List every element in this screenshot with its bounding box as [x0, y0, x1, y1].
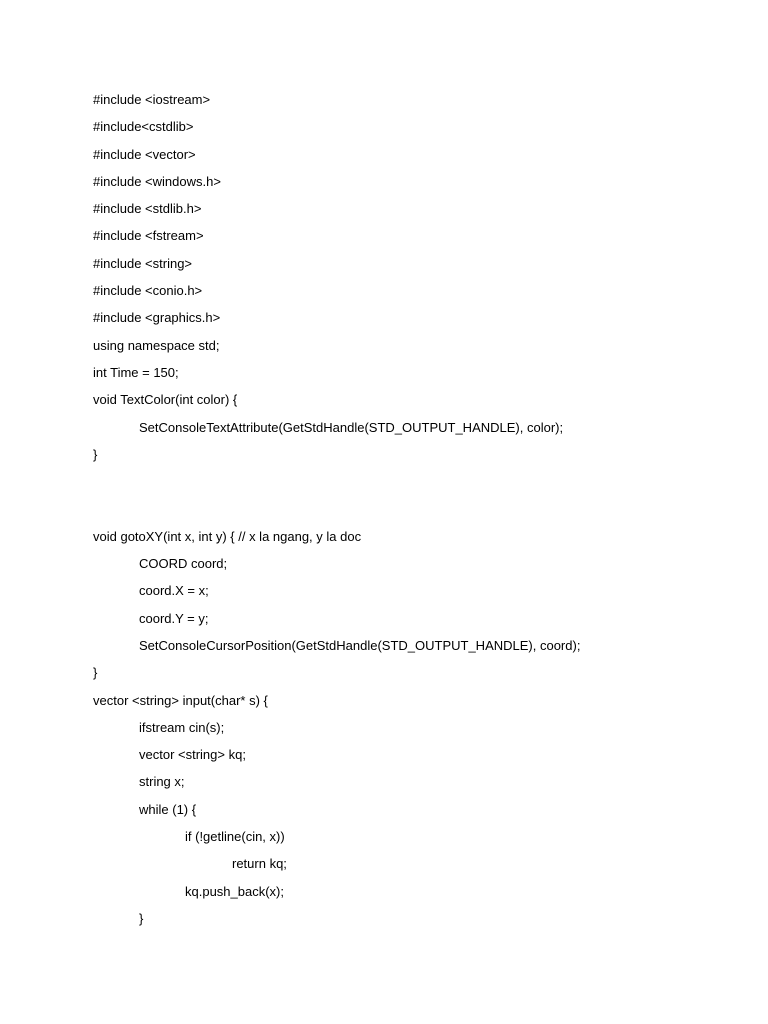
code-line: void gotoXY(int x, int y) { // x la ngang, y la doc	[93, 528, 362, 544]
code-line: ifstream cin(s);	[139, 719, 225, 735]
code-line: while (1) {	[139, 801, 197, 817]
code-line: using namespace std;	[93, 337, 220, 353]
code-line: #include<cstdlib>	[93, 119, 194, 135]
code-line: }	[93, 665, 98, 681]
code-line: void TextColor(int color) {	[93, 392, 238, 408]
code-line: kq.push_back(x);	[185, 883, 284, 899]
code-line: string x;	[139, 774, 185, 790]
code-line: }	[139, 910, 144, 926]
code-line: return kq;	[232, 856, 287, 872]
code-line: #include <fstream>	[93, 228, 204, 244]
code-line: #include <iostream>	[93, 92, 211, 107]
code-line: #include <windows.h>	[93, 173, 221, 189]
code-line: #include <conio.h>	[93, 283, 203, 299]
code-line: #include <string>	[93, 255, 193, 271]
code-line: vector <string> input(char* s) {	[93, 692, 268, 708]
code-line: coord.X = x;	[139, 583, 209, 599]
code-line: COORD coord;	[139, 556, 228, 572]
code-line: SetConsoleCursorPosition(GetStdHandle(STD_OUTPUT_HANDLE), coord);	[139, 637, 581, 653]
code-line: SetConsoleTextAttribute(GetStdHandle(STD_OUTPUT_HANDLE), color);	[139, 419, 564, 435]
code-line: #include <graphics.h>	[93, 310, 221, 326]
code-line: vector <string> kq;	[139, 747, 246, 763]
code-line: if (!getline(cin, x))	[185, 829, 285, 845]
code-line: #include <stdlib.h>	[93, 201, 202, 217]
code-line: int Time = 150;	[93, 364, 179, 380]
code-line: coord.Y = y;	[139, 610, 209, 626]
code-line: }	[93, 446, 98, 462]
code-listing	[93, 86, 733, 932]
blank-gap	[93, 468, 733, 523]
code-line: #include <vector>	[93, 146, 196, 162]
